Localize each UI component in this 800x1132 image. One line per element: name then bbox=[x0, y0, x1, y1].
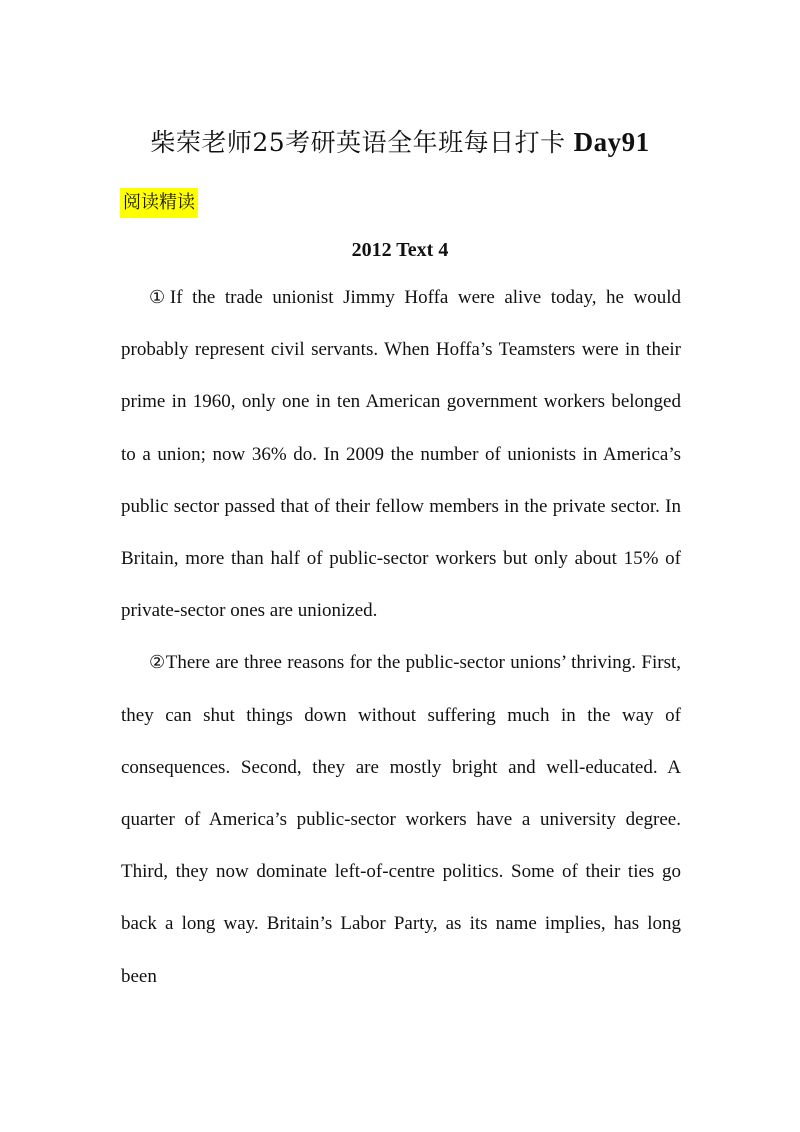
reading-passage bbox=[121, 272, 681, 1003]
paragraph-1 bbox=[121, 272, 681, 637]
text-heading: 2012 Text 4 bbox=[351, 239, 449, 261]
paragraph-marker: ② bbox=[149, 652, 166, 674]
section-tag-highlight: 阅读精读 bbox=[120, 188, 198, 218]
paragraph-text: If the trade unionist Jimmy Hoffa were alive today, he would probably represent civil servants. When Hoffa’s Teamsters were in their prime in 1960, only one in ten American government workers belonged to a union; now 36% do. In 2009 the number of unionists in America’s public sector passed that of their fellow members in the private sector. In Britain, more than half of public-sector workers but only about 15% of private-sector ones are unionized. bbox=[121, 287, 681, 622]
page-title-chinese: 柴荣老师25考研英语全年班每日打卡 bbox=[150, 128, 566, 157]
paragraph-2 bbox=[121, 637, 681, 1002]
paragraph-text: There are three reasons for the public-sector unions’ thriving. First, they can shut things down without suffering much in the way of consequences. Second, they are mostly bright and well-educated. A quarter of America’s public-sector workers have a university degree. Third, they now dominate left-of-centre politics. Some of their ties go back a long way. Britain’s Labor Party, as its name implies, has long been bbox=[121, 652, 681, 987]
page-title-day: Day91 bbox=[573, 127, 650, 157]
paragraph-marker: ① bbox=[149, 287, 170, 308]
page-title bbox=[0, 122, 800, 164]
